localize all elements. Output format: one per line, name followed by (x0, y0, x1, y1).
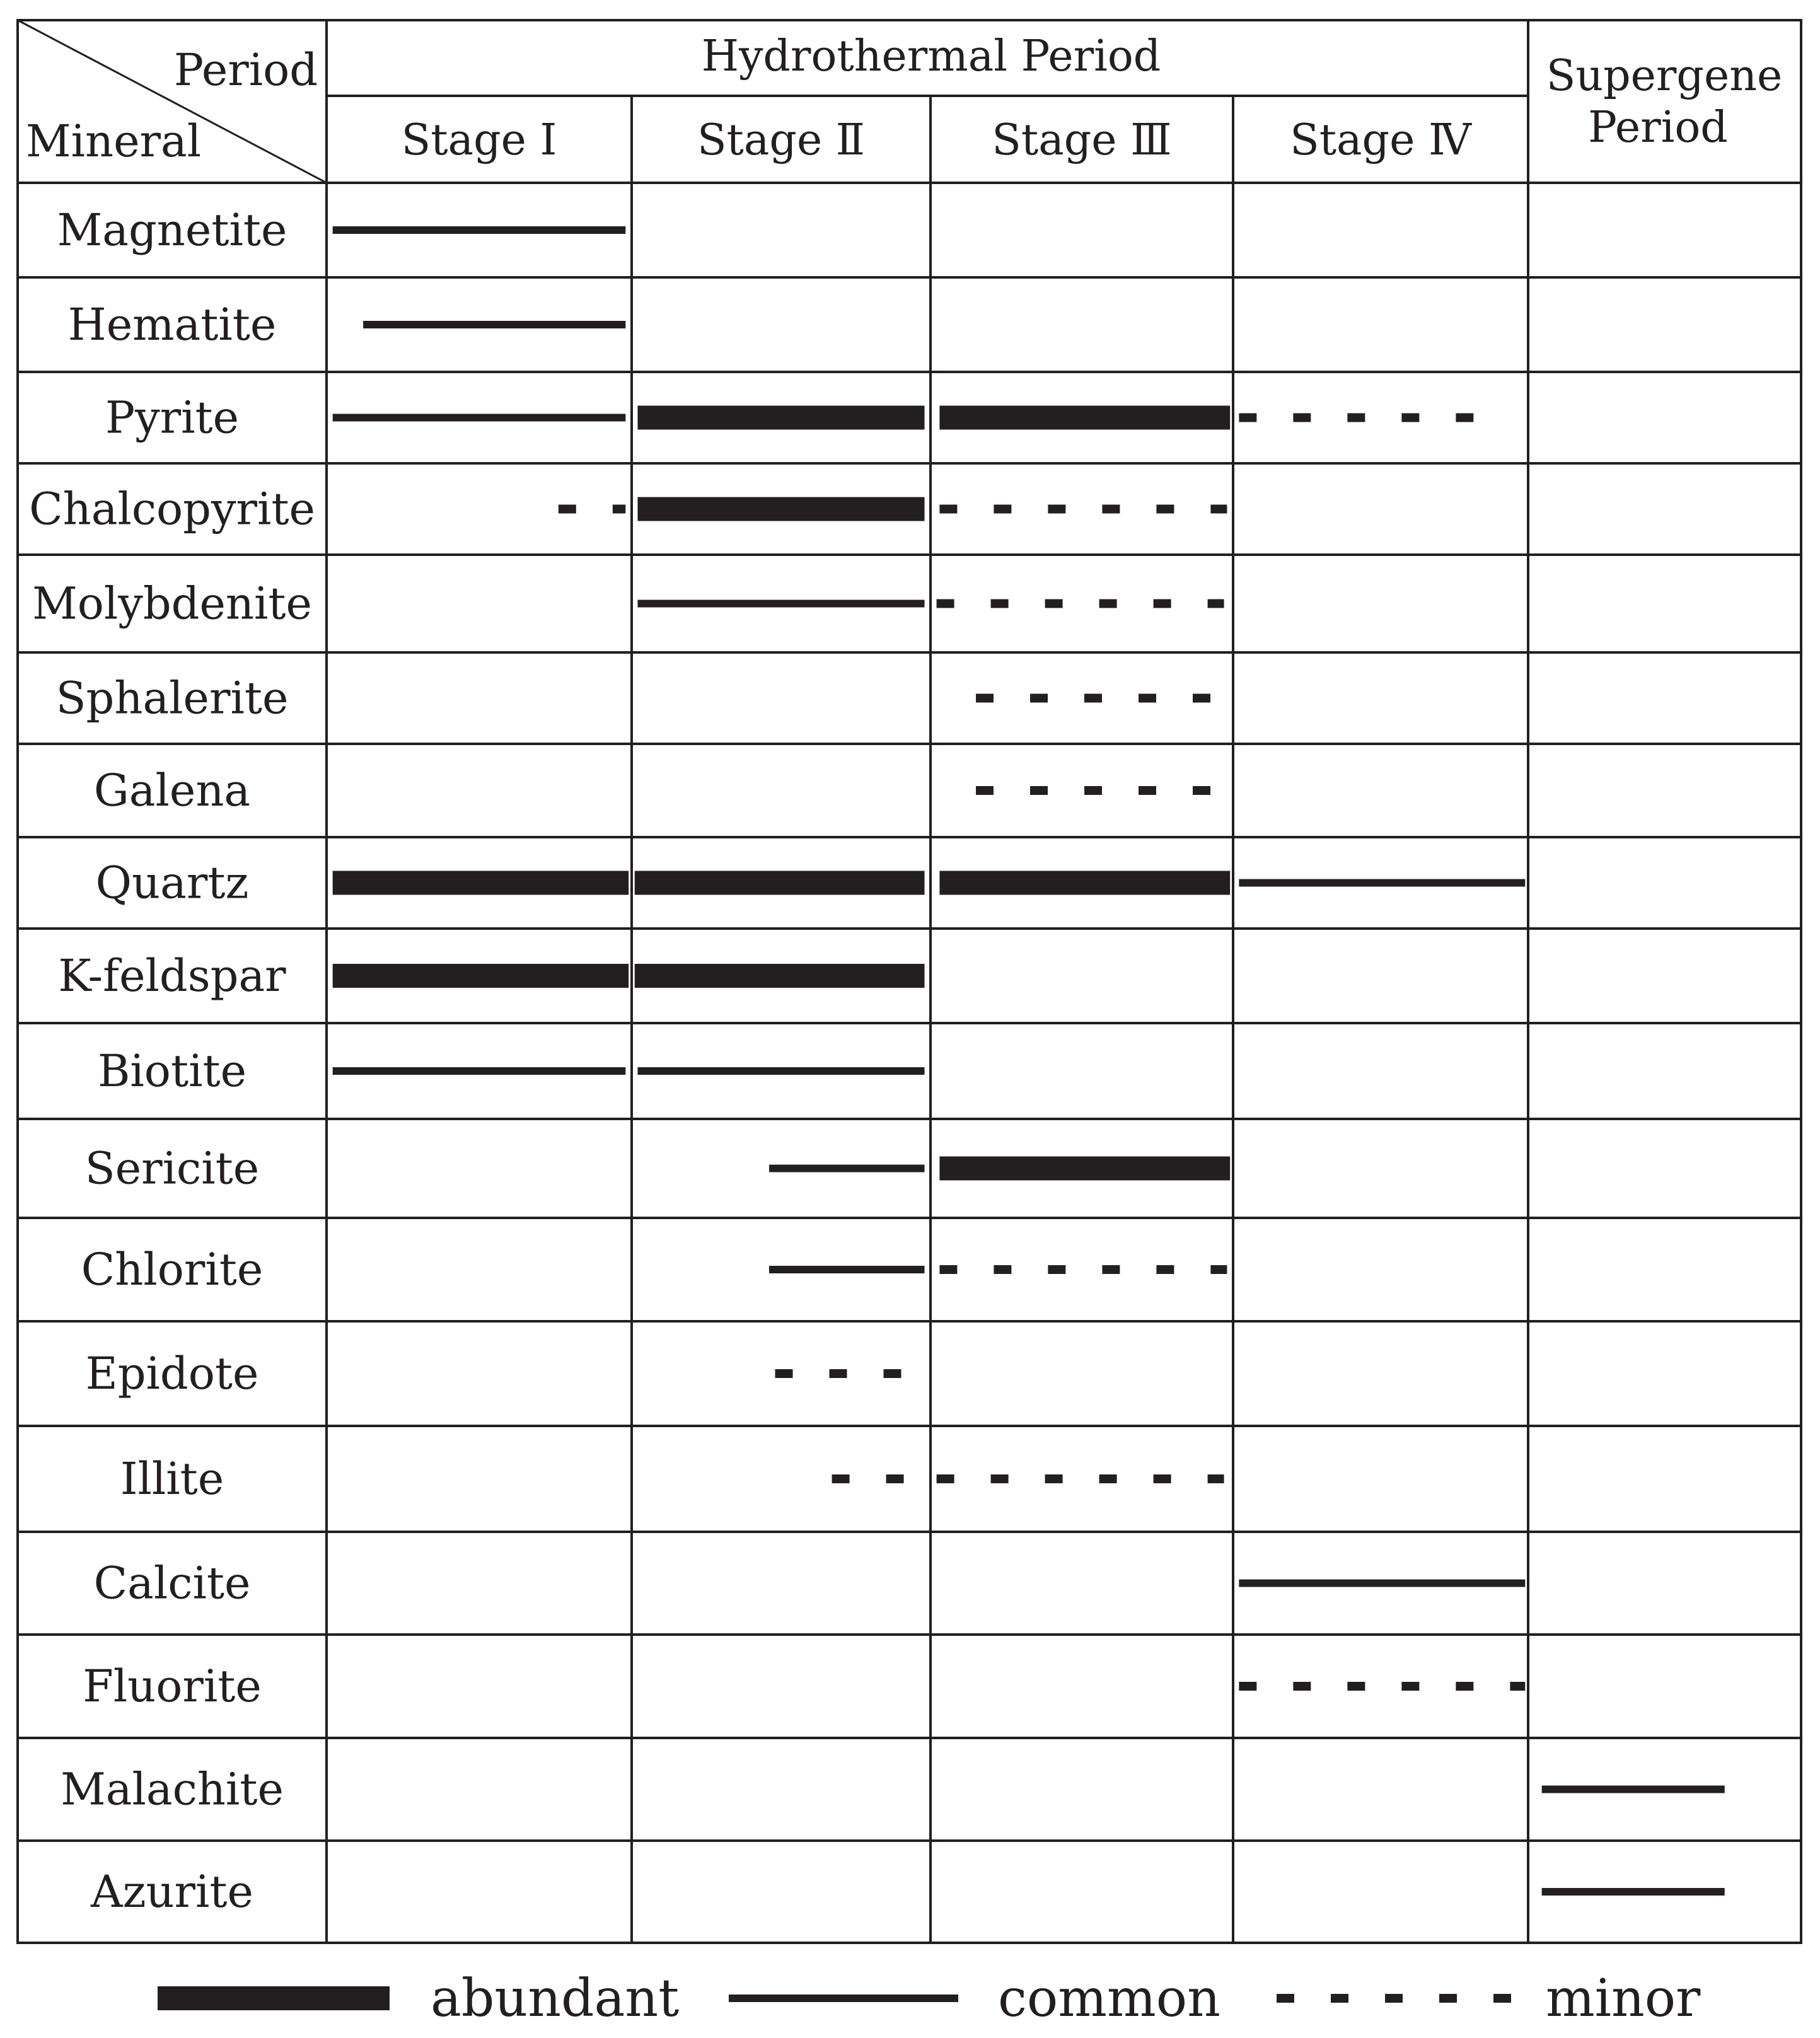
mineral-name: Chalcopyrite (29, 483, 315, 535)
table-row (94, 1558, 1526, 1609)
mineral-name: Pyrite (105, 391, 240, 444)
mineral-name: Magnetite (57, 204, 287, 256)
table-row (81, 1244, 1227, 1295)
table-row (68, 299, 626, 350)
hydrothermal-period-label: Hydrothermal Period (701, 32, 1161, 81)
table-row (90, 1866, 1725, 1918)
mineral-name: Calcite (93, 1557, 251, 1609)
legend-label-abundant: abundant (431, 1969, 680, 2029)
legend (158, 1969, 1701, 2029)
mineral-name: Biotite (97, 1045, 247, 1097)
legend-label-common: common (998, 1969, 1220, 2029)
legend-label-minor: minor (1546, 1969, 1701, 2029)
stage-label: Stage Ⅳ (1290, 115, 1471, 165)
table-row (29, 483, 1227, 535)
table-row (32, 578, 1224, 630)
stage-label: Stage Ⅰ (401, 115, 557, 165)
table-row (86, 1348, 907, 1399)
mineral-name: Malachite (61, 1763, 284, 1815)
mineral-name: Illite (120, 1453, 224, 1505)
mineral-name: K-feldspar (58, 950, 286, 1002)
table-row (98, 1045, 925, 1097)
table-row (57, 204, 626, 256)
table-row (94, 765, 1212, 816)
supergene-period-label-line1: Supergene (1546, 51, 1783, 101)
table-row (83, 1660, 1525, 1712)
table-header (26, 32, 1782, 167)
supergene-period-label-line2: Period (1588, 103, 1728, 153)
stage-header-row (402, 115, 1472, 165)
mineral-name: Hematite (67, 299, 277, 350)
mineral-name: Azurite (91, 1866, 253, 1918)
table-row (85, 1143, 1230, 1195)
mineral-name: Sphalerite (55, 672, 289, 724)
mineral-name: Epidote (85, 1348, 259, 1399)
table-row (56, 673, 1212, 724)
table-row (61, 1764, 1725, 1815)
table-row (105, 392, 1484, 444)
mineral-name: Chlorite (81, 1244, 264, 1295)
mineral-rows (29, 204, 1725, 1918)
period-axis-label: Period (173, 44, 318, 96)
mineral-axis-label: Mineral (25, 115, 202, 167)
mineral-name: Quartz (95, 857, 249, 909)
stage-label: Stage Ⅱ (697, 115, 866, 165)
mineral-name: Molybdenite (32, 577, 312, 630)
mineral-name: Fluorite (83, 1660, 262, 1712)
table-row (58, 950, 924, 1002)
mineral-name: Galena (93, 765, 251, 816)
table-row (96, 857, 1526, 909)
table-row (120, 1453, 1224, 1505)
mineral-name: Sericite (84, 1142, 260, 1195)
stage-label: Stage Ⅲ (992, 115, 1172, 165)
